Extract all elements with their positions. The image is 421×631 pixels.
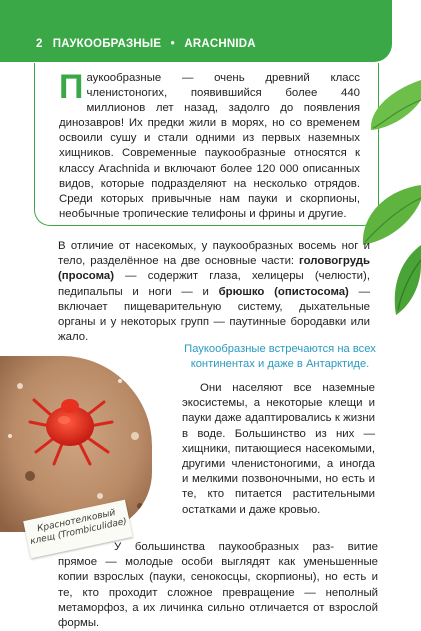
header-title-latin: ARACHNIDA — [184, 38, 256, 50]
intro-paragraph — [59, 68, 360, 222]
header-title-ru: ПАУКООБРАЗНЫЕ — [52, 38, 162, 50]
page-number: 2 — [36, 38, 43, 50]
body-paragraph-anatomy — [58, 239, 370, 345]
intro-text: аукообразные — очень древний класс членистоногих, появившийся более 440 миллионов лет назад, задолго до появления динозавров! Их предки жили в морях, но со временем освоили сушу и стали одними из первых наземных хищников. Современные паукообразные относятся к классу Arachnida и включают более 120 000 описанных видов, которые подразделяют на несколько отрядов. Среди которых привычные нам пауки и скорпионы, необычные тропические телифоны и фрины и другие. — [59, 72, 360, 220]
body-paragraph-habitat — [182, 381, 375, 518]
callout-text: Паукообразные встречаются на всех континентах и даже в Антарктиде. — [184, 343, 376, 370]
body3-text: витие прямое — молодые особи выглядят как уменьшенные копии взрослых (пауки, сенокосцы, скорпионы), но есть и те, кто проходит сложное превращение — неполный метаморфоз, а их личинка сильно отличается от взрослой формы. — [58, 541, 378, 630]
header-separator: • — [170, 38, 175, 50]
body1-text-3: — включает пищеварительную систему, дыхательные органы и у некоторых групп — паутинные бородавки или жало. — [58, 285, 370, 344]
intro-box — [34, 63, 379, 226]
body2-text: Они населяют все наземные экосистемы, а некоторые клещи и пауки даже адаптировались к жизни в воде. Большинство из них — хищники, питающиеся насекомыми, другими членистоногими, а иногда и мелкими позвоночными, но есть и те, кто питается растительными остатками и даже кровью. — [182, 382, 375, 516]
header-title — [36, 38, 256, 50]
term-opisthosoma: брюшко (опистосома) — [218, 285, 349, 298]
photo-caption: Краснотелковый клещ (Trombiculidae) — [23, 500, 133, 559]
term-prosoma: головогрудь (просома) — [58, 255, 370, 283]
mite-photo — [0, 356, 152, 532]
mite-image — [0, 356, 152, 532]
body-paragraph-development — [58, 540, 378, 631]
body1-text-1: В отличие от насекомых, у паукообразных восемь ног и тело, разделённое на две основные части: — [58, 240, 370, 268]
body3-first-line: У большинства паукообразных раз- — [114, 541, 335, 553]
intro-dropcap: П — [59, 68, 84, 106]
page-header — [0, 0, 392, 62]
body1-text-2: — содержит глаза, хелицеры (челюсти), педипальпы и ноги — и — [58, 270, 370, 298]
